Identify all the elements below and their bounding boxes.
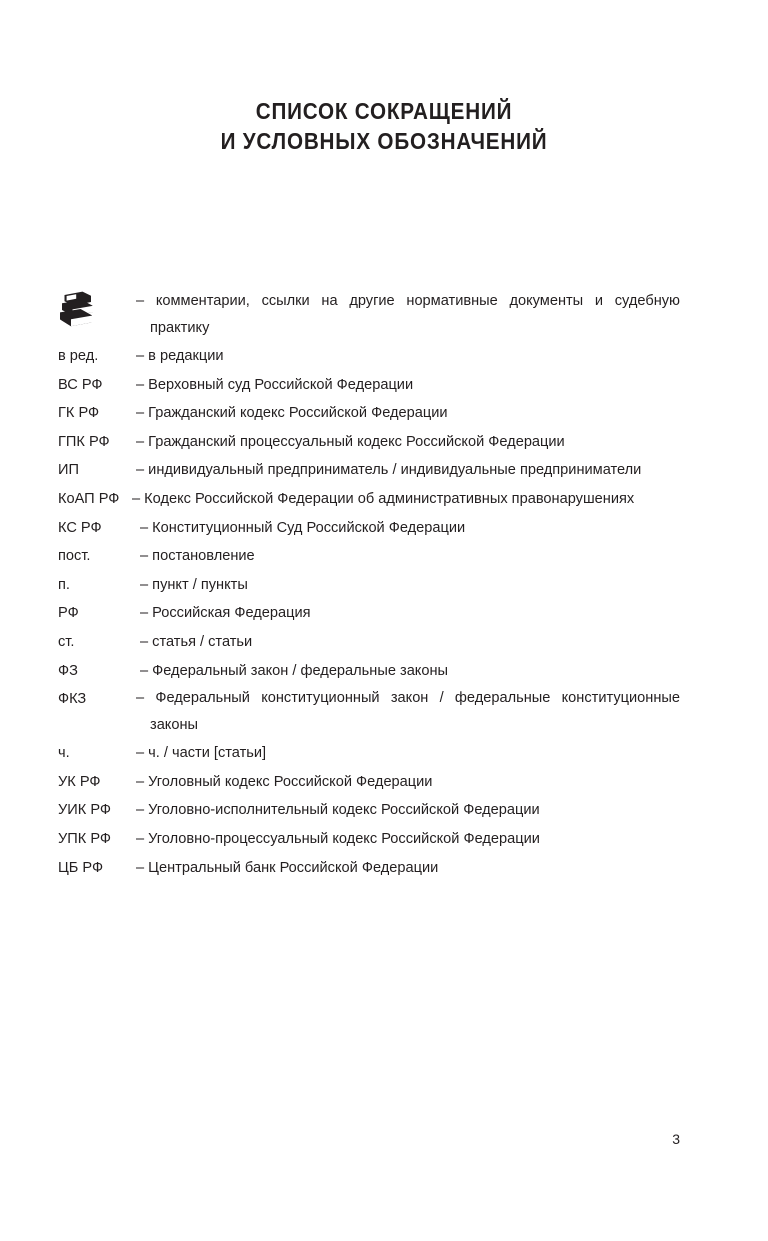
abbreviation-row (58, 399, 680, 428)
abbreviation-term: ст. (58, 633, 75, 650)
abbreviation-definition: – ч. / части [статьи] (136, 745, 267, 762)
abbreviation-list (58, 288, 680, 882)
abbreviation-term: в ред. (58, 348, 99, 364)
abbreviation-term: УК РФ (58, 773, 101, 790)
abbreviation-term: ФЗ (58, 662, 78, 679)
abbreviation-row (58, 796, 680, 825)
abbreviation-row (58, 288, 680, 342)
abbreviation-term: УИК РФ (58, 802, 111, 819)
abbreviation-definition: – индивидуальный предприниматель / индивидуальные предприниматели (136, 462, 642, 479)
abbreviation-row (58, 628, 680, 657)
abbreviation-row (58, 768, 680, 797)
abbreviation-definition: – Федеральный закон / федеральные законы (140, 662, 449, 679)
abbreviation-definition: – в редакции (136, 348, 224, 364)
abbreviation-definition: – Кодекс Российской Федерации об административных правонарушениях (132, 490, 635, 507)
abbreviation-term: УПК РФ (58, 830, 111, 847)
abbreviation-definition: – пункт / пункты (140, 576, 248, 593)
abbreviation-definition: – статья / статьи (140, 633, 253, 650)
page-title-line-2: И УСЛОВНЫХ ОБОЗНАЧЕНИЙ (220, 128, 548, 154)
abbreviation-row (58, 514, 680, 543)
abbreviation-definition: – Гражданский процессуальный кодекс Российской Федерации (136, 433, 565, 450)
abbreviation-definition: – постановление (140, 548, 255, 565)
abbreviation-term: ИП (58, 462, 79, 479)
abbreviation-row (58, 342, 680, 371)
abbreviation-definition: – Уголовно-исполнительный кодекс Российской Федерации (136, 802, 540, 819)
abbreviation-definition: – Гражданский кодекс Российской Федерации (136, 405, 448, 422)
page-number: 3 (672, 1131, 680, 1147)
abbreviation-row (58, 428, 680, 457)
page-title (0, 96, 768, 156)
abbreviation-definition: – Уголовно-процессуальный кодекс Российской Федерации (136, 830, 540, 847)
abbreviation-definition: – Верховный суд Российской Федерации (136, 376, 414, 393)
abbreviation-definition: – Федеральный конституционный закон / федеральные конституционные законы (136, 690, 680, 734)
abbreviation-row (58, 739, 680, 768)
page-title-line-1: СПИСОК СОКРАЩЕНИЙ (255, 98, 513, 124)
abbreviation-row (58, 685, 680, 739)
abbreviation-row (58, 825, 680, 854)
abbreviation-term: ЦБ РФ (58, 859, 104, 876)
abbreviation-row (58, 371, 680, 400)
abbreviation-row (58, 571, 680, 600)
abbreviation-term: КоАП РФ (58, 490, 120, 507)
abbreviation-term: п. (58, 576, 70, 593)
abbreviation-definition: – Российская Федерация (140, 605, 311, 622)
abbreviation-term: пост. (58, 548, 91, 565)
abbreviation-row (58, 854, 680, 883)
abbreviation-definition: – Уголовный кодекс Российской Федерации (136, 773, 433, 790)
abbreviation-row (58, 485, 680, 514)
abbreviation-term: ГПК РФ (58, 433, 110, 450)
abbreviation-term: ч. (58, 745, 70, 762)
abbreviation-row (58, 599, 680, 628)
abbreviation-row (58, 542, 680, 571)
book-stack-icon (58, 290, 136, 330)
abbreviation-row (58, 456, 680, 485)
abbreviation-definition: – комментарии, ссылки на другие нормативные документы и судебную практику (136, 293, 680, 336)
abbreviation-term: РФ (58, 605, 79, 622)
abbreviation-term: ГК РФ (58, 405, 100, 422)
abbreviation-term: КС РФ (58, 519, 102, 536)
abbreviation-row (58, 657, 680, 686)
abbreviation-definition: – Центральный банк Российской Федерации (136, 859, 439, 876)
abbreviation-term: ФКЗ (58, 691, 87, 708)
abbreviation-definition: – Конституционный Суд Российской Федерации (140, 519, 466, 536)
abbreviation-term: ВС РФ (58, 376, 103, 393)
